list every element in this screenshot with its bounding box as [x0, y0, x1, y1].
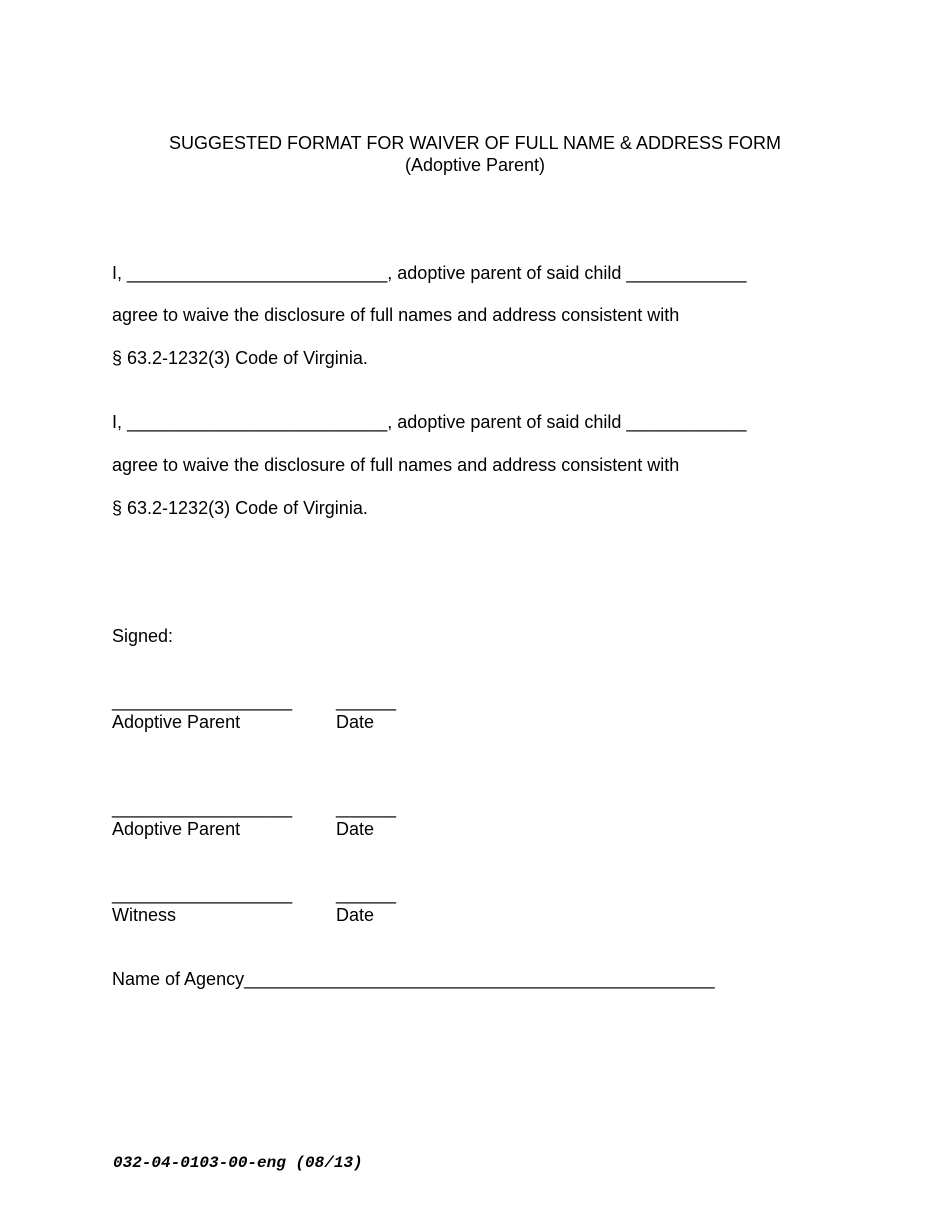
signature-line: __________________ — [112, 798, 293, 818]
signature-label: Adoptive Parent — [112, 819, 241, 839]
paragraph-2-line-1: I, __________________________, adoptive parent of said child ____________ — [112, 412, 747, 432]
witness-label: Witness — [112, 905, 177, 925]
paragraph-1-line-3: § 63.2-1232(3) Code of Virginia. — [112, 348, 368, 368]
paragraph-2-line-3: § 63.2-1232(3) Code of Virginia. — [112, 498, 368, 518]
paragraph-1-line-1: I, __________________________, adoptive parent of said child ____________ — [112, 263, 747, 283]
agency-line: Name of Agency_______________________________________________ — [112, 969, 715, 989]
form-title: SUGGESTED FORMAT FOR WAIVER OF FULL NAME & ADDRESS FORM — [168, 133, 782, 153]
date-line: ______ — [336, 691, 397, 711]
paragraph-1-line-2: agree to waive the disclosure of full names and address consistent with — [112, 305, 680, 325]
date-label: Date — [336, 712, 375, 732]
date-label: Date — [336, 905, 375, 925]
date-line: ______ — [336, 798, 397, 818]
paragraph-2-line-2: agree to waive the disclosure of full names and address consistent with — [112, 455, 680, 475]
form-subtitle: (Adoptive Parent) — [404, 155, 546, 175]
date-line: ______ — [336, 884, 397, 904]
date-label: Date — [336, 819, 375, 839]
signature-label: Adoptive Parent — [112, 712, 241, 732]
signature-line: __________________ — [112, 884, 293, 904]
signature-line: __________________ — [112, 691, 293, 711]
form-number-footer: 032-04-0103-00-eng (08/13) — [113, 1154, 363, 1172]
signed-label: Signed: — [112, 626, 174, 646]
